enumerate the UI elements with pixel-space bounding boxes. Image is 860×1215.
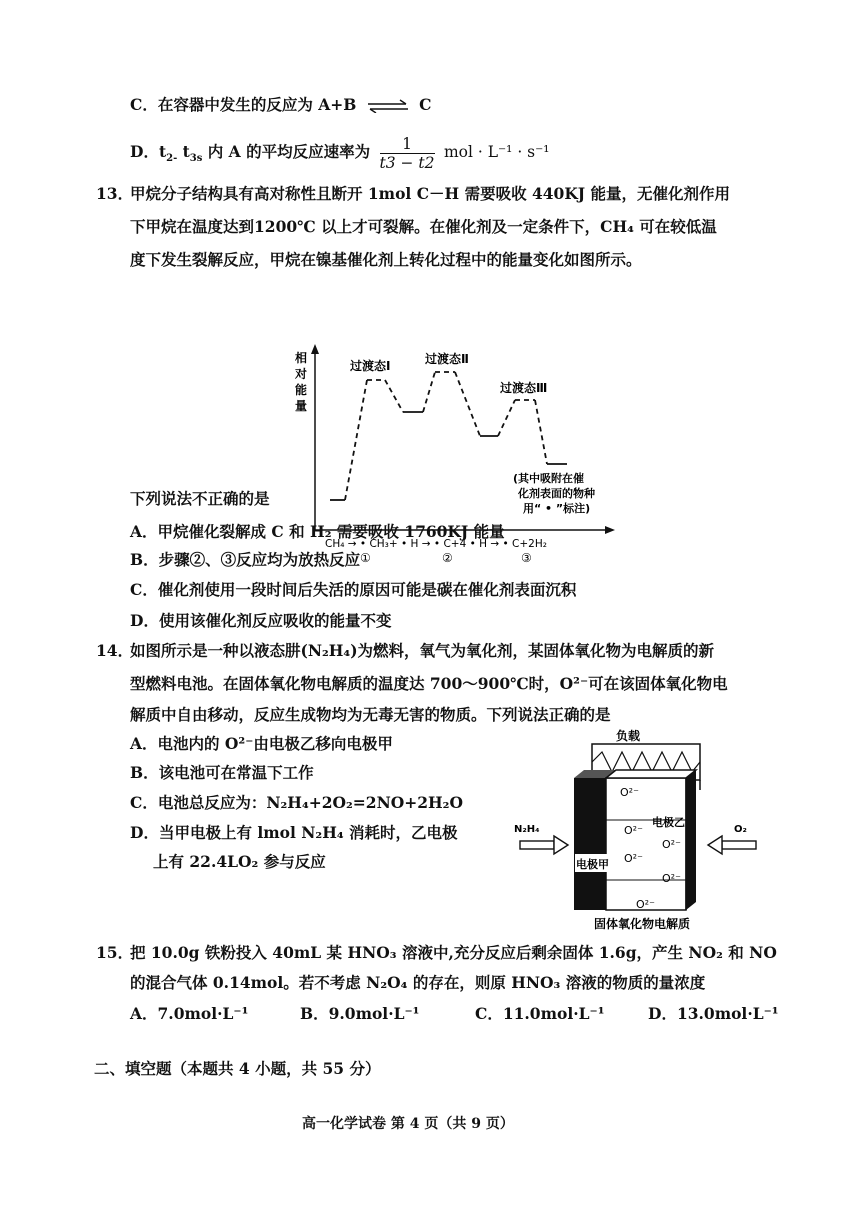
q13-option-b: B．步骤②、③反应均为放热反应 [130, 550, 361, 569]
ion-label-3: O²⁻ [624, 852, 643, 865]
q12-option-d-prefix: D．t [130, 142, 167, 161]
equilibrium-arrow-icon [366, 99, 410, 113]
ion-label-2: O²⁻ [624, 824, 643, 837]
section-2-header: 二、填空题（本题共 4 小题，共 55 分） [94, 1059, 381, 1078]
diagram-note-line3: 用“ • ”标注) [523, 502, 591, 515]
reaction-path: CH₄ → • CH₃+ • H → • C+4 • H → • C+2H₂ [325, 538, 547, 550]
electrode-a-plate [574, 778, 606, 910]
electrode-a-label: 电极甲 [576, 858, 609, 871]
electrolyte-caption: 固体氧化物电解质 [594, 917, 691, 931]
load-resistor-icon [592, 752, 700, 772]
q14-number: 14． [96, 641, 134, 660]
rate-numerator: 1 [380, 135, 435, 154]
fuel-label: N₂H₄ [514, 824, 540, 835]
ion-label-5: O²⁻ [662, 838, 681, 851]
q13-stem-line3: 度下发生裂解反应，甲烷在镍基催化剂上转化过程中的能量变化如图所示。 [130, 250, 642, 269]
q13-question: 下列说法不正确的是 [130, 489, 270, 508]
ion-label-4: O²⁻ [636, 898, 655, 911]
q14-stem-line2: 型燃料电池。在固体氧化物电解质的温度达 700～900℃时，O²⁻可在该固体氧化物电 [130, 674, 728, 693]
q13-stem-line2: 下甲烷在温度达到1200℃ 以上才可裂解。在催化剂及一定条件下，CH₄ 可在较低温 [130, 217, 717, 236]
transition-state-3: 过渡态Ⅲ [500, 381, 548, 395]
rate-unit: mol · L⁻¹ · s⁻¹ [443, 143, 550, 161]
q13-option-c: C．催化剂使用一段时间后失活的原因可能是碳在催化剂表面沉积 [130, 580, 577, 599]
step-3: ③ [521, 551, 532, 565]
ylabel-char-1: 相 [295, 351, 308, 365]
load-label: 负载 [616, 729, 641, 743]
q12-option-d [130, 132, 550, 179]
q14-option-a: A．电池内的 O²⁻由电极乙移向电极甲 [130, 734, 393, 753]
q15-number: 15． [96, 943, 134, 962]
q13-number: 13． [96, 184, 134, 203]
ylabel-char-3: 能 [295, 383, 308, 397]
transition-state-1: 过渡态Ⅰ [350, 359, 391, 373]
q12-option-d-t3-sub: 3s [189, 153, 203, 165]
fuel-cell-diagram [512, 722, 772, 934]
q14-stem-line3: 解质中自由移动，反应生成物均为无毒无害的物质。下列说法正确的是 [130, 705, 611, 724]
q12-option-c-text: C．在容器中发生的反应为 A+B [130, 95, 357, 114]
transition-state-2: 过渡态Ⅱ [425, 352, 469, 366]
ion-label-6: O²⁻ [662, 872, 681, 885]
q12-option-c [130, 94, 432, 116]
oxidant-label: O₂ [734, 824, 747, 835]
q13-option-d: D．使用该催化剂反应吸收的能量不变 [130, 611, 392, 630]
q12-option-c-product: C [419, 95, 432, 114]
q14-option-b: B．该电池可在常温下工作 [130, 763, 314, 782]
electrode-b-label: 电极乙 [652, 816, 685, 829]
step-2: ② [442, 551, 453, 565]
q14-stem-line1: 如图所示是一种以液态肼(N₂H₄)为燃料，氧气为氧化剂，某固体氧化物为电解质的新 [130, 641, 715, 660]
q12-option-d-mid: 内 A 的平均反应速率为 [202, 142, 371, 161]
q14-option-d-line1: D．当甲电极上有 lmol N₂H₄ 消耗时，乙电极 [130, 823, 458, 842]
q15-option-a: A．7.0mol·L⁻¹ [130, 1004, 249, 1023]
rate-denominator: t3 − t2 [379, 153, 435, 172]
q13-option-a: A．甲烷催化裂解成 C 和 H₂ 需要吸收 1760KJ 能量 [130, 522, 505, 541]
diagram-note-line1: (其中吸附在催 [513, 472, 585, 485]
ylabel-char-4: 量 [295, 399, 308, 413]
q14-option-c: C．电池总反应为：N₂H₄+2O₂=2NO+2H₂O [130, 793, 463, 812]
page-footer: 高一化学试卷 第 4 页（共 9 页） [302, 1116, 514, 1132]
rate-fraction [380, 135, 435, 172]
q15-stem-line1: 把 10.0g 铁粉投入 40mL 某 HNO₃ 溶液中,充分反应后剩余固体 1.6g，产生 NO₂ 和 NO [130, 943, 777, 962]
q15-option-b: B．9.0mol·L⁻¹ [300, 1004, 420, 1023]
electrode-b-plate [686, 770, 696, 910]
q12-option-d-t3: t [177, 142, 190, 161]
energy-diagram [285, 340, 615, 580]
q15-option-d: D．13.0mol·L⁻¹ [648, 1004, 779, 1023]
fuel-inlet-arrow-icon [520, 836, 568, 854]
q13-stem-line1: 甲烷分子结构具有高对称性且断开 1mol C－H 需要吸收 440KJ 能量，无催化剂作用 [130, 184, 731, 203]
ion-label-1: O²⁻ [620, 786, 639, 799]
q15-stem-line2: 的混合气体 0.14mol。若不考虑 N₂O₄ 的存在，则原 HNO₃ 溶液的物质的量浓度 [130, 973, 706, 992]
ylabel-char-2: 对 [295, 367, 308, 381]
oxygen-inlet-arrow-icon [708, 836, 756, 854]
q15-option-c: C．11.0mol·L⁻¹ [475, 1004, 605, 1023]
q12-option-d-t2: 2- [166, 153, 178, 165]
q14-option-d-line2: 上有 22.4LO₂ 参与反应 [153, 852, 326, 871]
step-1: ① [360, 551, 371, 565]
diagram-note-line2: 化剂表面的物种 [518, 487, 595, 500]
